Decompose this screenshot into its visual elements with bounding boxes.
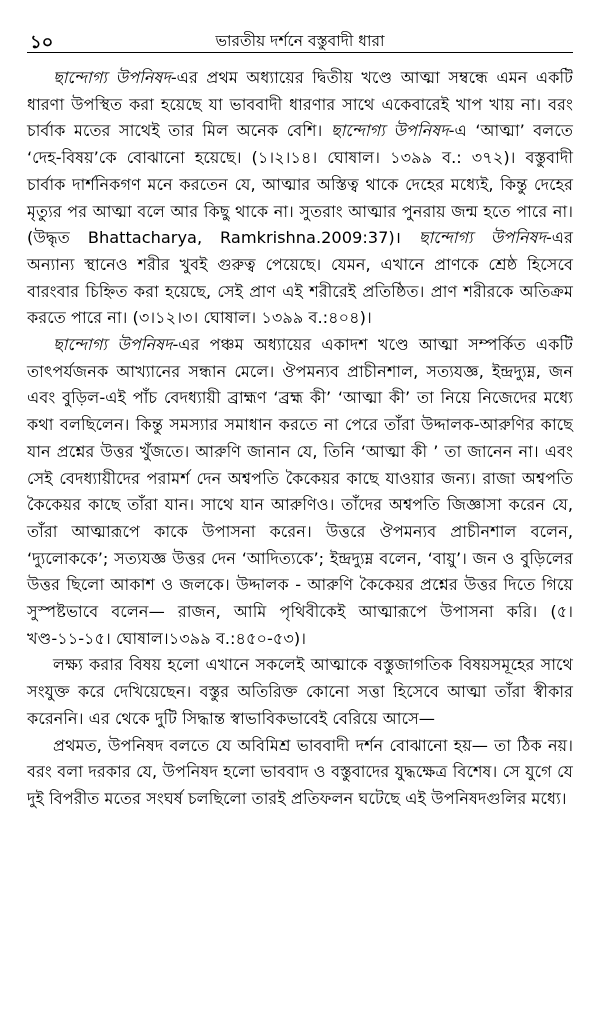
body-paragraph [27,332,573,652]
body-paragraph [27,733,573,813]
paragraph-text: -এর প্রথম অধ্যায়ের দ্বিতীয় খণ্ডে আত্মা সম্বন্ধে এমন একটি ধারণা উপস্থিত করা হয়েছে যা ভাববাদী ধারণার সাথে একেবারেই খাপ খায় না। বরং চার্বাক মতের সাথেই তার মিল অনেক বেশি। [27,68,573,141]
italic-title-text: ছান্দোগ্য উপনিষদ [418,228,546,248]
paragraph-text: -এর পঞ্চম অধ্যায়ের একাদশ খণ্ডে আত্মা সম্পর্কিত একটি তাৎপর্যজনক আখ্যানের সন্ধান মেলে। ঔপমন্যব প্রাচীনশাল, সত্যযজ্ঞ, ইন্দ্রদ্যুম্ন, জন এবং বুড়িল-এই পাঁচ বেদধ্যায়ী ব্রাহ্মণ ‘ব্রহ্ম কী’ ‘আত্মা কী’ তা নিয়ে নিজেদের মধ্যে কথা বলছিলেন। কিন্তু সমস্যার সমাধান করতে না পেরে তাঁরা উদ্দালক-আরুণির কাছে যান প্রশ্নের উত্তর খুঁজতে। আরুণি জানান যে, তিনি ‘আত্মা কী ’ তা জানেন না। এবং সেই বেদধ্যায়ীদের পরামর্শ দেন অশ্বপতি কৈকেয়র কাছে যাওয়ার জন্য। রাজা অশ্বপতি কৈকেয়র কাছে তাঁরা যান। সাথে যান আরুণিও। তাঁদের অশ্বপতি জিজ্ঞাসা করেন যে, তাঁরা আত্মারূপে কাকে উপাসনা করেন। উত্তরে ঔপমন্যব প্রাচীনশাল বলেন, ‘দ্যুলোককে’; সত্যযজ্ঞ উত্তর দেন ‘আদিত্যকে’; ইন্দ্রদ্যুম্ন বলেন, ‘বায়ু’। জন ও বুড়িলের উত্তর ছিলো আকাশ ও জলকে। উদ্দালক - আরুণি কৈকেয়র প্রশ্নের উত্তর দিতে গিয়ে সুস্পষ্টভাবে বলেন— রাজন, আমি পৃথিবীকেই আত্মারূপে উপাসনা করি। (৫।খণ্ড-১১-১৫। ঘোষাল।১৩৯৯ ব.:৪৫০-৫৩)। [27,335,573,648]
paragraph-text: -এর অন্যান্য স্থানেও শরীর খুবই গুরুত্ব পেয়েছে। যেমন, এখানে প্রাণকে শ্রেষ্ঠ হিসেবে বারংবার চিহ্নিত করা হয়েছে, সেই প্রাণ এই শরীরেই প্রতিষ্ঠিত। প্রাণ শরীরকে অতিক্রম করতে পারে না। (৩।১২।৩। ঘোষাল। ১৩৯৯ ব.:৪০৪)। [27,228,573,328]
italic-title-text: ছান্দোগ্য উপনিষদ [53,335,173,355]
body-paragraph [27,65,573,332]
paragraph-text: -এ ‘আত্মা’ বলতে ‘দেহ-বিষয়’কে বোঝানো হয়েছে। (১।২।১৪। ঘোষাল। ১৩৯৯ ব.: ৩৭২)। বস্তুবাদী চার্বাক দার্শনিকগণ মনে করতেন যে, আত্মার অস্তিত্ব থাকে দেহের মধ্যেই, কিন্তু দেহের মৃত্যুর পর আত্মা বলে আর কিছু থাকে না। সুতরাং আত্মার পুনরায় জন্ম হতে পারে না। (উদ্ধৃত Bhattacharya, Ramkrishna.2009:37)। [27,121,574,248]
body-paragraph [27,652,573,732]
page-number: ১০ [30,32,54,53]
paragraph-text: প্রথমত, উপনিষদ বলতে যে অবিমিশ্র ভাববাদী দর্শন বোঝানো হয়— তা ঠিক নয়। বরং বলা দরকার যে, উপনিষদ হলো ভাববাদ ও বস্তুবাদের যুদ্ধক্ষেত্র বিশেষ। সে যুগে যে দুই বিপরীত মতের সংঘর্ষ চলছিলো তারই প্রতিফলন ঘটেছে এই উপনিষদগুলির মধ্যে। [27,735,573,808]
page-body [27,65,573,813]
running-title: ভারতীয় দর্শনে বস্তুবাদী ধারা [215,32,385,50]
italic-title-text: ছান্দোগ্য উপনিষদ [53,68,171,87]
paragraph-text: লক্ষ্য করার বিষয় হলো এখানে সকলেই আত্মাকে বস্তুজাগতিক বিষয়সমূহের সাথে সংযুক্ত করে দেখিয়েছেন। বস্তুর অতিরিক্ত কোনো সত্তা হিসেবে আত্মা তাঁরা স্বীকার করেননি। এর থেকে দুটি সিদ্ধান্ত স্বাভাবিকভাবেই বেরিয়ে আসে— [27,655,573,728]
page-header [27,22,573,53]
italic-title-text: ছান্দোগ্য উপনিষদ [330,121,449,141]
